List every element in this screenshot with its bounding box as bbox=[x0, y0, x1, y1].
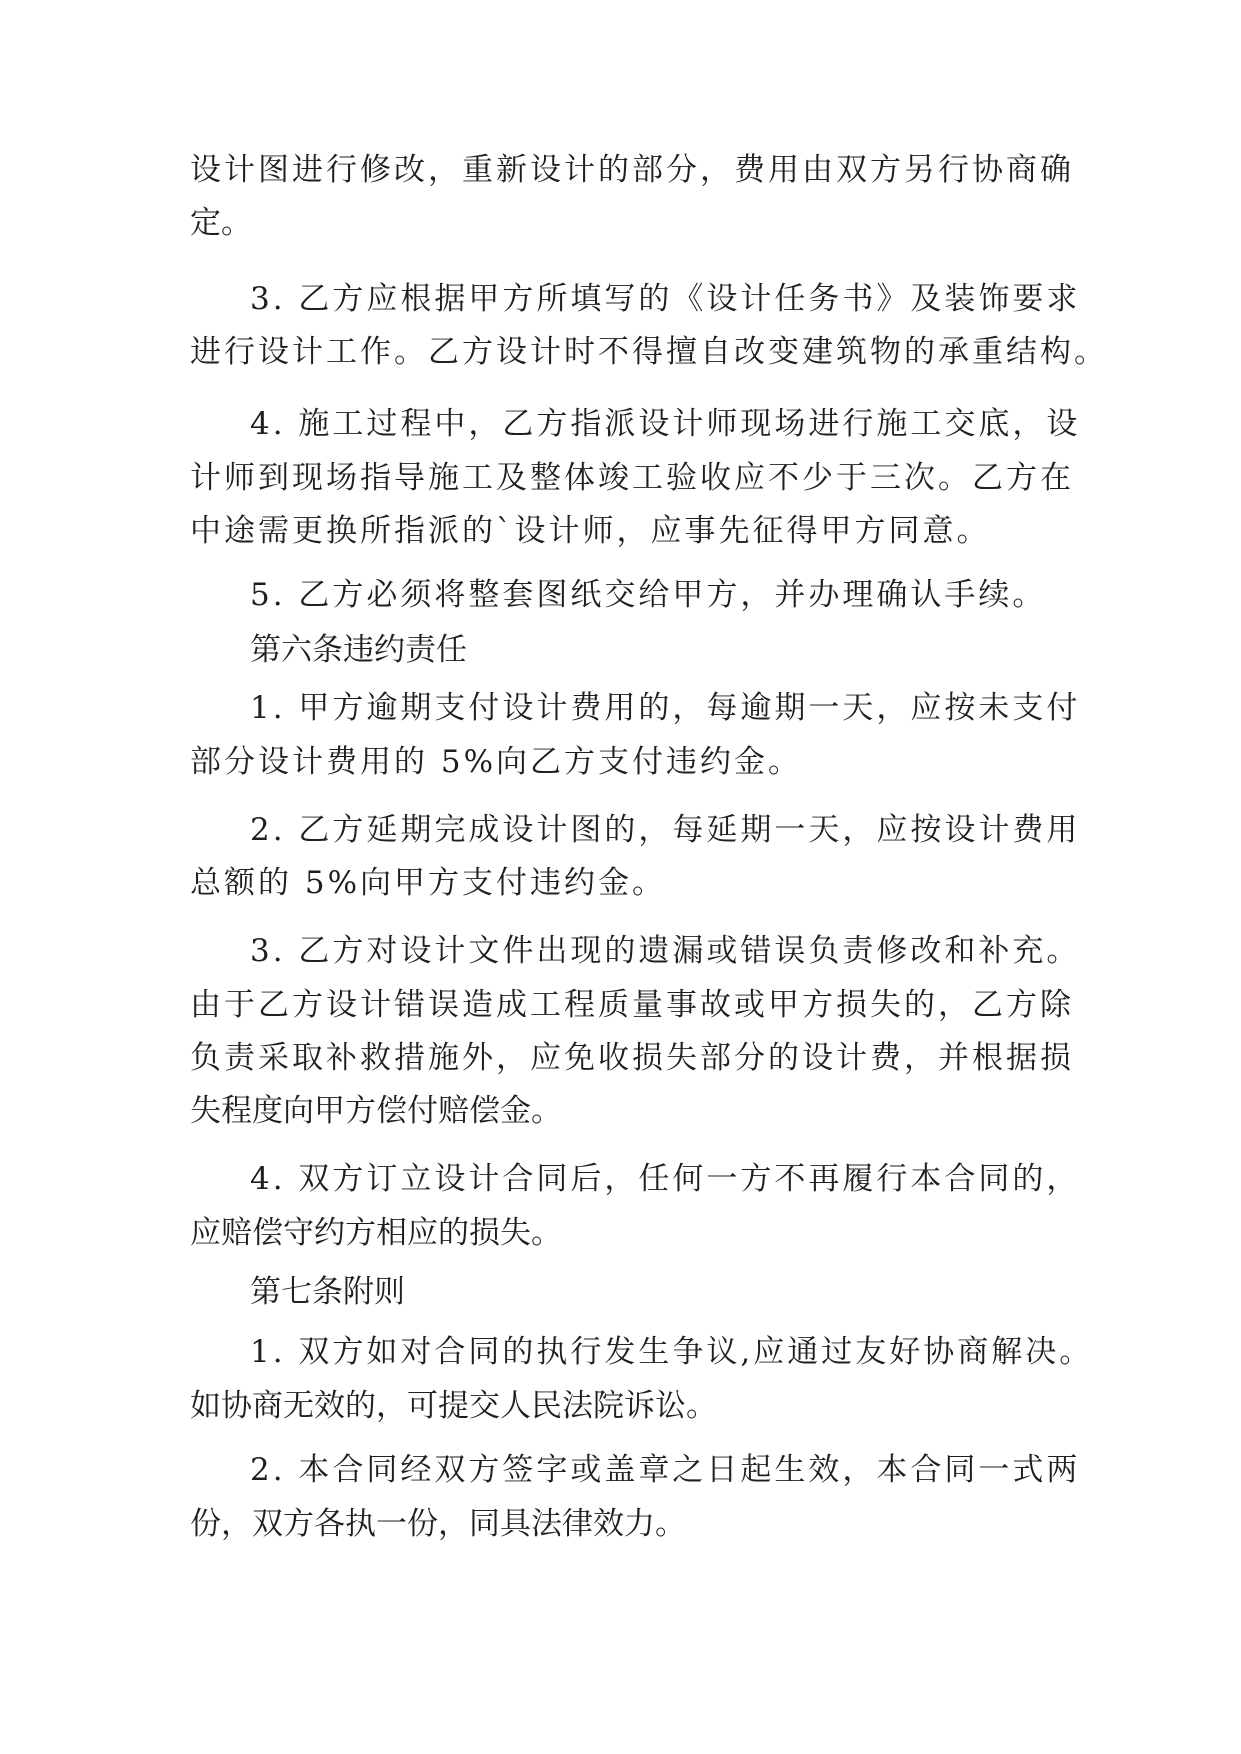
paragraph-line: 应赔偿守约方相应的损失。 bbox=[190, 1215, 562, 1251]
paragraph-line: 设计图进行修改，重新设计的部分，费用由双方另行协商确 bbox=[190, 152, 1074, 188]
paragraph-line: 总额的 5%向甲方支付违约金。 bbox=[190, 865, 667, 901]
paragraph-line: 5. 乙方必须将整套图纸交给甲方，并办理确认手续。 bbox=[250, 577, 1047, 613]
paragraph-line: 由于乙方设计错误造成工程质量事故或甲方损失的，乙方除 bbox=[190, 987, 1074, 1023]
paragraph-line: 如协商无效的，可提交人民法院诉讼。 bbox=[190, 1388, 717, 1424]
paragraph-line: 计师到现场指导施工及整体竣工验收应不少于三次。乙方在 bbox=[190, 460, 1074, 496]
paragraph-line: 2. 本合同经双方签字或盖章之日起生效，本合同一式两 bbox=[250, 1452, 1081, 1488]
section-heading: 第六条违约责任 bbox=[250, 632, 467, 668]
paragraph-line: 1. 双方如对合同的执行发生争议,应通过友好协商解决。 bbox=[250, 1334, 1094, 1370]
paragraph-line: 份，双方各执一份，同具法律效力。 bbox=[190, 1506, 686, 1542]
paragraph-line: 负责采取补救措施外，应免收损失部分的设计费，并根据损 bbox=[190, 1040, 1074, 1076]
section-heading: 第七条附则 bbox=[250, 1274, 405, 1310]
paragraph-line: 4. 施工过程中，乙方指派设计师现场进行施工交底，设 bbox=[250, 406, 1081, 442]
paragraph-line: 1. 甲方逾期支付设计费用的，每逾期一天，应按未支付 bbox=[250, 690, 1081, 726]
paragraph-line: 3. 乙方应根据甲方所填写的《设计任务书》及装饰要求 bbox=[250, 281, 1081, 317]
paragraph-line: 部分设计费用的 5%向乙方支付违约金。 bbox=[190, 744, 803, 780]
paragraph-line: 失程度向甲方偿付赔偿金。 bbox=[190, 1093, 562, 1129]
paragraph-line: 进行设计工作。乙方设计时不得擅自改变建筑物的承重结构。 bbox=[190, 334, 1108, 370]
paragraph-line: 4. 双方订立设计合同后，任何一方不再履行本合同的， bbox=[250, 1161, 1081, 1197]
paragraph-line: 定。 bbox=[190, 205, 252, 241]
paragraph-line: 3. 乙方对设计文件出现的遗漏或错误负责修改和补充。 bbox=[250, 933, 1081, 969]
paragraph-line: 2. 乙方延期完成设计图的，每延期一天，应按设计费用 bbox=[250, 812, 1081, 848]
paragraph-line: 中途需更换所指派的`设计师，应事先征得甲方同意。 bbox=[190, 513, 991, 549]
